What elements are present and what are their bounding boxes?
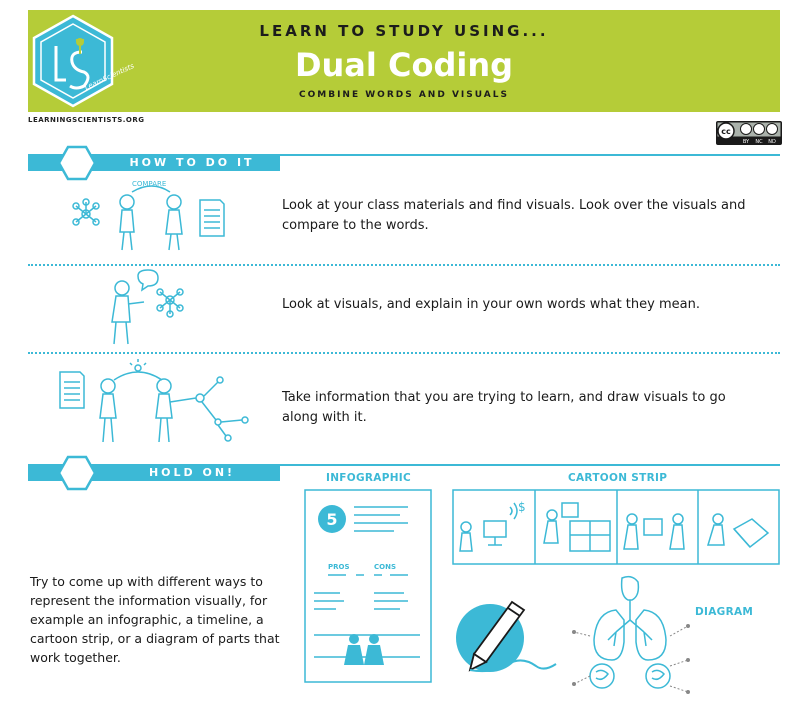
compare-illustration bbox=[72, 176, 232, 256]
license-term-nd: ND bbox=[768, 139, 776, 145]
page-subtitle: COMBINE WORDS AND VISUALS bbox=[299, 90, 509, 100]
step-divider-2 bbox=[28, 352, 780, 354]
header-banner bbox=[28, 10, 780, 112]
page-title: Dual Coding bbox=[294, 46, 514, 84]
draw-visuals-illustration bbox=[58, 362, 258, 448]
step-2-text: Look at visuals, and explain in your own words what they mean. bbox=[282, 297, 700, 312]
how-to-hexagon-icon bbox=[58, 146, 96, 180]
explain-illustration bbox=[104, 270, 194, 346]
hold-on-divider bbox=[280, 464, 780, 466]
pencil-drawing-icon bbox=[452, 594, 562, 684]
hold-on-text: Try to come up with different ways to represent the information visually, for example an infographic, a timeline, a cartoon strip, or a diagram of parts that work together. bbox=[30, 574, 280, 665]
license-term-by: BY bbox=[742, 139, 750, 145]
money-symbol: $ bbox=[518, 500, 526, 514]
diagram-label: DIAGRAM bbox=[695, 606, 754, 618]
header-kicker: LEARN TO STUDY USING... bbox=[259, 22, 549, 40]
logo-text: LearnScientists bbox=[83, 61, 136, 92]
cc-license-badge bbox=[716, 121, 782, 145]
infographic-label: INFOGRAPHIC bbox=[326, 472, 412, 484]
cons-label: CONS bbox=[374, 563, 396, 571]
lungs-diagram bbox=[572, 576, 692, 702]
hold-on-heading-label: HOLD ON! bbox=[148, 466, 236, 479]
step-divider-1 bbox=[28, 264, 780, 266]
how-to-divider bbox=[280, 154, 780, 156]
how-to-heading-label: HOW TO DO IT bbox=[129, 156, 255, 169]
learning-scientists-logo bbox=[32, 14, 136, 108]
site-url[interactable]: LEARNINGSCIENTISTS.ORG bbox=[28, 116, 145, 124]
infographic-example bbox=[304, 489, 432, 683]
infographic-number: 5 bbox=[326, 510, 338, 529]
step-1-text: Look at your class materials and find visuals. Look over the visuals and compare to the words. bbox=[282, 198, 746, 233]
hold-on-hexagon-icon bbox=[58, 456, 96, 490]
step-3-text: Take information that you are trying to learn, and draw visuals to go along with it. bbox=[282, 390, 726, 425]
license-term-nc: NC bbox=[755, 139, 763, 145]
pros-label: PROS bbox=[328, 563, 350, 571]
cartoon-strip-example bbox=[452, 489, 780, 565]
cartoon-strip-label: CARTOON STRIP bbox=[568, 472, 668, 484]
cc-badge: cc bbox=[721, 127, 731, 136]
compare-label: COMPARE bbox=[132, 180, 167, 188]
